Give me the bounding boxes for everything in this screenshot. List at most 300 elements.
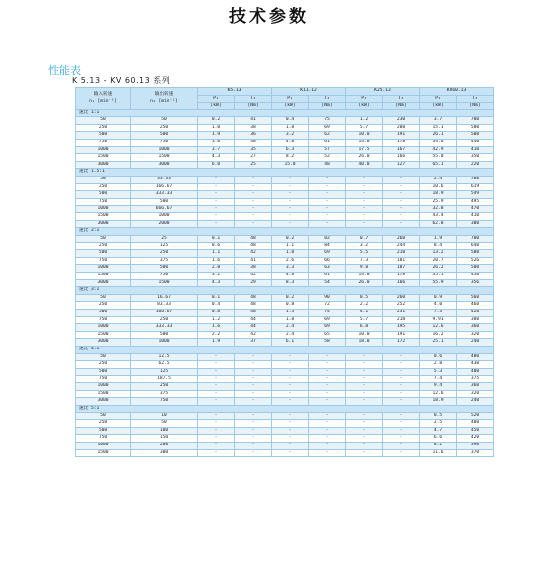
table-cell: 4.7 xyxy=(420,427,457,434)
table-cell: 5.7 xyxy=(346,124,383,131)
table-cell: - xyxy=(346,220,383,227)
table-cell: 6.1 xyxy=(272,339,309,346)
table-cell: 420 xyxy=(457,435,494,442)
table-cell: - xyxy=(383,353,420,360)
table-cell: 3.2 xyxy=(346,243,383,250)
table-cell: 48 xyxy=(235,309,272,316)
table-cell: - xyxy=(272,220,309,227)
torque-unit: [Nm] xyxy=(383,103,420,110)
table-cell: 500 xyxy=(131,265,198,272)
table-cell: 1.6 xyxy=(198,257,235,264)
table-cell: 42 xyxy=(235,250,272,257)
table-cell: 230 xyxy=(383,117,420,124)
table-cell: 3000 xyxy=(76,161,131,168)
page-title: 技术参数 xyxy=(229,7,309,27)
table-cell: 700 xyxy=(457,176,494,183)
table-row xyxy=(76,213,494,220)
table-cell: 2.2 xyxy=(198,331,235,338)
table-row xyxy=(76,398,494,405)
table-cell: 0.5 xyxy=(420,413,457,420)
table-cell: 1000 xyxy=(76,265,131,272)
table-cell: 61 xyxy=(309,272,346,279)
table-cell: - xyxy=(309,413,346,420)
table-cell: 150 xyxy=(131,435,198,442)
table-cell: 8.4 xyxy=(420,243,457,250)
table-cell: - xyxy=(383,383,420,390)
table-cell: 26.2 xyxy=(420,265,457,272)
power-header: P₁ xyxy=(346,96,383,103)
table-cell: 380 xyxy=(457,316,494,323)
table-cell: 3.2 xyxy=(198,272,235,279)
torque-unit: [Nm] xyxy=(457,103,494,110)
table-row xyxy=(76,309,494,316)
table-cell: 5.5 xyxy=(346,250,383,257)
power-unit: [kW] xyxy=(272,103,309,110)
table-cell: 440 xyxy=(457,139,494,146)
table-cell: - xyxy=(346,176,383,183)
table-cell: 320 xyxy=(457,331,494,338)
table-cell: 7.3 xyxy=(420,309,457,316)
table-cell: - xyxy=(383,213,420,220)
table-cell: 3.3 xyxy=(272,265,309,272)
table-cell: 44 xyxy=(235,324,272,331)
table-cell: - xyxy=(309,420,346,427)
table-cell: 48 xyxy=(235,235,272,242)
table-cell: - xyxy=(198,435,235,442)
table-cell: 1500 xyxy=(76,331,131,338)
ratio-label: 速比 3:1 xyxy=(76,287,494,294)
table-row xyxy=(76,161,494,168)
table-cell: - xyxy=(198,206,235,213)
table-cell: 2.6 xyxy=(272,257,309,264)
table-cell: 166 xyxy=(383,154,420,161)
table-cell: 52 xyxy=(309,154,346,161)
table-row xyxy=(76,265,494,272)
table-cell: 400 xyxy=(457,368,494,375)
table-cell: 356 xyxy=(457,279,494,286)
table-cell: - xyxy=(272,413,309,420)
table-cell: 2.4 xyxy=(420,176,457,183)
table-cell: 260 xyxy=(383,294,420,301)
torque-header: T₂ xyxy=(235,96,272,103)
ratio-row xyxy=(76,228,494,235)
table-cell: 1000 xyxy=(76,324,131,331)
table-cell: 500 xyxy=(131,331,198,338)
table-cell: 34.6 xyxy=(420,139,457,146)
table-cell: 1000 xyxy=(76,383,131,390)
table-cell: 1.1 xyxy=(198,250,235,257)
table-cell: 350 xyxy=(457,154,494,161)
table-cell: - xyxy=(309,390,346,397)
table-cell: 48 xyxy=(235,302,272,309)
table-cell: 62.5 xyxy=(131,361,198,368)
table-cell: 178 xyxy=(383,139,420,146)
table-cell: 37 xyxy=(235,339,272,346)
table-cell: 333.33 xyxy=(131,324,198,331)
table-cell: 1500 xyxy=(131,154,198,161)
torque-unit: [Nm] xyxy=(235,103,272,110)
table-cell: - xyxy=(309,449,346,456)
power-unit: [kW] xyxy=(420,103,457,110)
table-cell: 252 xyxy=(383,302,420,309)
table-cell: 166.67 xyxy=(131,183,198,190)
table-cell: - xyxy=(235,435,272,442)
table-row xyxy=(76,420,494,427)
table-cell: 0.2 xyxy=(272,294,309,301)
table-cell: 500 xyxy=(131,198,198,205)
table-cell: - xyxy=(235,183,272,190)
table-cell: 370 xyxy=(457,449,494,456)
table-cell: - xyxy=(383,390,420,397)
table-cell: 50 xyxy=(76,294,131,301)
table-cell: - xyxy=(309,213,346,220)
table-cell: 12.6 xyxy=(420,390,457,397)
table-row xyxy=(76,235,494,242)
table-cell: 83.33 xyxy=(131,302,198,309)
table-cell: 250 xyxy=(131,250,198,257)
table-cell: 250 xyxy=(76,420,131,427)
table-cell: 580 xyxy=(457,124,494,131)
table-cell: 43.4 xyxy=(420,213,457,220)
ratio-label: 速比 4:1 xyxy=(76,346,494,353)
table-cell: - xyxy=(309,220,346,227)
table-cell: 549 xyxy=(457,191,494,198)
table-cell: - xyxy=(272,198,309,205)
table-cell: - xyxy=(346,435,383,442)
table-cell: 61 xyxy=(309,139,346,146)
table-cell: - xyxy=(383,442,420,449)
table-cell: 16.2 xyxy=(420,331,457,338)
table-cell: 50 xyxy=(131,117,198,124)
table-row xyxy=(76,176,494,183)
table-cell: 375 xyxy=(131,390,198,397)
input-speed-header xyxy=(76,88,131,110)
table-cell: 84 xyxy=(309,243,346,250)
table-cell: 3000 xyxy=(131,161,198,168)
table-cell: 750 xyxy=(131,398,198,405)
table-cell: - xyxy=(383,368,420,375)
table-cell: 470 xyxy=(457,206,494,213)
table-cell: - xyxy=(309,198,346,205)
table-cell: 500 xyxy=(76,368,131,375)
table-cell: - xyxy=(346,361,383,368)
table-cell: 12.5 xyxy=(131,353,198,360)
table-cell: - xyxy=(272,191,309,198)
table-cell: 244 xyxy=(383,243,420,250)
table-cell: 500 xyxy=(76,132,131,139)
table-cell: 420 xyxy=(457,309,494,316)
table-cell: 7.4 xyxy=(420,376,457,383)
table-cell: 36 xyxy=(235,132,272,139)
table-cell: 14.0 xyxy=(346,139,383,146)
table-row xyxy=(76,279,494,286)
table-cell: 2.0 xyxy=(198,265,235,272)
table-cell: 125 xyxy=(131,368,198,375)
table-cell: - xyxy=(235,420,272,427)
table-cell: 4.0 xyxy=(420,302,457,309)
table-row xyxy=(76,449,494,456)
table-cell: 50 xyxy=(76,117,131,124)
table-cell: - xyxy=(198,361,235,368)
table-cell: 27 xyxy=(235,154,272,161)
table-cell: 410 xyxy=(457,213,494,220)
table-cell: 62 xyxy=(309,132,346,139)
power-header: P₁ xyxy=(198,96,235,103)
table-cell: - xyxy=(235,361,272,368)
table-cell: 1.9 xyxy=(420,235,457,242)
table-cell: - xyxy=(383,176,420,183)
table-row xyxy=(76,243,494,250)
table-cell: 25.1 xyxy=(420,339,457,346)
table-cell: 208 xyxy=(383,124,420,131)
table-cell: 2.8 xyxy=(420,361,457,368)
output-speed-unit: n₂ [min⁻¹] xyxy=(150,98,178,104)
table-cell: - xyxy=(346,191,383,198)
table-cell: - xyxy=(272,353,309,360)
table-row xyxy=(76,427,494,434)
table-cell: 1000 xyxy=(131,339,198,346)
model-header: KV60.13 xyxy=(420,88,494,96)
table-cell: 700 xyxy=(457,117,494,124)
table-row xyxy=(76,442,494,449)
table-cell: 1500 xyxy=(76,272,131,279)
table-row xyxy=(76,257,494,264)
table-cell: 750 xyxy=(76,139,131,146)
table-cell: - xyxy=(346,353,383,360)
table-cell: - xyxy=(272,390,309,397)
ratio-row xyxy=(76,346,494,353)
table-cell: 195 xyxy=(383,324,420,331)
table-cell: - xyxy=(346,398,383,405)
table-cell: 9.8 xyxy=(346,265,383,272)
table-cell: - xyxy=(346,427,383,434)
table-cell: 127 xyxy=(383,161,420,168)
table-cell: 231 xyxy=(383,309,420,316)
table-cell: 0.6 xyxy=(198,243,235,250)
table-cell: 167 xyxy=(383,146,420,153)
table-row xyxy=(76,124,494,131)
table-cell: 218 xyxy=(383,316,420,323)
table-cell: 300 xyxy=(131,449,198,456)
table-cell: 25 xyxy=(131,235,198,242)
table-cell: - xyxy=(309,353,346,360)
table-cell: - xyxy=(309,183,346,190)
table-cell: 50 xyxy=(76,413,131,420)
power-header: P₁ xyxy=(272,96,309,103)
table-cell: 619 xyxy=(457,183,494,190)
table-cell: 500 xyxy=(76,309,131,316)
table-body xyxy=(76,110,494,457)
table-cell: 250 xyxy=(76,124,131,131)
table-cell: 0.4 xyxy=(198,302,235,309)
table-cell: - xyxy=(235,176,272,183)
table-cell: 178 xyxy=(383,272,420,279)
table-cell: 18.0 xyxy=(346,339,383,346)
table-cell: 1500 xyxy=(76,390,131,397)
table-cell: - xyxy=(235,376,272,383)
table-cell: - xyxy=(272,176,309,183)
table-cell: 526 xyxy=(457,257,494,264)
power-unit: [kW] xyxy=(198,103,235,110)
table-cell: 750 xyxy=(76,316,131,323)
table-cell: 62.8 xyxy=(420,220,457,227)
table-row xyxy=(76,132,494,139)
table-cell: 44 xyxy=(235,316,272,323)
table-header xyxy=(76,88,494,110)
table-cell: - xyxy=(272,368,309,375)
table-row xyxy=(76,146,494,153)
table-cell: - xyxy=(235,442,272,449)
table-cell: 0.8 xyxy=(272,302,309,309)
table-row xyxy=(76,383,494,390)
torque-unit: [Nm] xyxy=(309,103,346,110)
table-cell: 26.1 xyxy=(420,132,457,139)
table-cell: 0.4 xyxy=(272,117,309,124)
table-cell: - xyxy=(235,383,272,390)
table-cell: 69 xyxy=(309,250,346,257)
table-cell: 2.4 xyxy=(272,331,309,338)
table-cell: 1.8 xyxy=(272,124,309,131)
table-cell: - xyxy=(235,427,272,434)
table-cell: 360 xyxy=(457,324,494,331)
table-cell: - xyxy=(235,449,272,456)
table-cell: - xyxy=(235,220,272,227)
table-cell: - xyxy=(198,449,235,456)
table-cell: 90 xyxy=(309,294,346,301)
table-cell: 750 xyxy=(76,376,131,383)
table-row xyxy=(76,435,494,442)
table-cell: 0.9 xyxy=(420,294,457,301)
table-cell: - xyxy=(272,449,309,456)
table-cell: 500 xyxy=(457,132,494,139)
table-cell: 191 xyxy=(383,331,420,338)
table-cell: - xyxy=(198,183,235,190)
table-cell: 3.2 xyxy=(272,132,309,139)
table-cell: 500 xyxy=(131,132,198,139)
table-row xyxy=(76,117,494,124)
table-cell: - xyxy=(198,427,235,434)
table-cell: 1000 xyxy=(76,206,131,213)
table-cell: 1.8 xyxy=(272,316,309,323)
table-cell: 0.6 xyxy=(420,353,457,360)
table-cell: 38 xyxy=(235,139,272,146)
table-cell: 50 xyxy=(131,420,198,427)
table-cell: - xyxy=(235,413,272,420)
output-speed-label: 输出转速 xyxy=(154,91,174,97)
table-cell: - xyxy=(198,176,235,183)
power-unit: [kW] xyxy=(346,103,383,110)
torque-header: T₂ xyxy=(383,96,420,103)
table-cell: 500 xyxy=(457,250,494,257)
table-cell: 65.1 xyxy=(420,161,457,168)
table-cell: 250 xyxy=(76,243,131,250)
table-cell: 375 xyxy=(457,376,494,383)
table-cell: 750 xyxy=(76,198,131,205)
table-cell: 10.6 xyxy=(420,183,457,190)
table-cell: - xyxy=(346,390,383,397)
table-cell: 35 xyxy=(235,146,272,153)
table-cell: - xyxy=(235,213,272,220)
table-cell: - xyxy=(309,361,346,368)
table-cell: 1000 xyxy=(76,442,131,449)
table-cell: 15.0 xyxy=(272,161,309,168)
table-cell: - xyxy=(198,442,235,449)
table-cell: 1.9 xyxy=(198,132,235,139)
table-cell: 3000 xyxy=(76,220,131,227)
table-cell: 480 xyxy=(457,420,494,427)
series-subtitle: K 5.13 - KV 60.13 系列 xyxy=(72,76,171,85)
table-cell: - xyxy=(198,398,235,405)
table-cell: 42 xyxy=(235,331,272,338)
table-cell: 10.0 xyxy=(346,132,383,139)
table-cell: 560 xyxy=(457,294,494,301)
table-cell: 500 xyxy=(76,250,131,257)
table-row xyxy=(76,198,494,205)
table-cell: 58 xyxy=(309,339,346,346)
table-cell: 15.1 xyxy=(420,124,457,131)
section-title: 性能表 xyxy=(48,64,81,77)
table-cell: 29 xyxy=(235,279,272,286)
table-cell: 25 xyxy=(235,161,272,168)
table-cell: 0.1 xyxy=(198,294,235,301)
table-cell: 10 xyxy=(131,413,198,420)
table-cell: 50 xyxy=(76,176,131,183)
table-cell: 666.67 xyxy=(131,206,198,213)
table-cell: 390 xyxy=(457,442,494,449)
table-cell: 8.2 xyxy=(272,154,309,161)
table-cell: 65 xyxy=(309,331,346,338)
table-cell: 191 xyxy=(383,132,420,139)
table-cell: 2.4 xyxy=(272,324,309,331)
table-row xyxy=(76,361,494,368)
table-cell: 50 xyxy=(76,235,131,242)
table-cell: 74 xyxy=(309,309,346,316)
table-cell: - xyxy=(309,206,346,213)
table-row xyxy=(76,331,494,338)
table-cell: 375 xyxy=(131,257,198,264)
table-cell: 500 xyxy=(76,427,131,434)
table-cell: 1500 xyxy=(76,449,131,456)
power-header: P₁ xyxy=(420,96,457,103)
table-cell: 6.0 xyxy=(198,161,235,168)
table-cell: 1.0 xyxy=(198,124,235,131)
table-cell: 240 xyxy=(457,398,494,405)
table-cell: - xyxy=(383,220,420,227)
table-cell: 250 xyxy=(131,383,198,390)
table-cell: 42.9 xyxy=(420,146,457,153)
table-cell: - xyxy=(383,191,420,198)
table-cell: - xyxy=(272,442,309,449)
table-row xyxy=(76,339,494,346)
table-cell: 38 xyxy=(235,124,272,131)
table-cell: 0.2 xyxy=(198,117,235,124)
table-cell: 3000 xyxy=(76,339,131,346)
table-row xyxy=(76,353,494,360)
table-cell: 3.7 xyxy=(420,117,457,124)
table-cell: 9.91 xyxy=(420,316,457,323)
table-cell: - xyxy=(346,449,383,456)
table-cell: - xyxy=(309,383,346,390)
table-cell: 1000 xyxy=(131,146,198,153)
table-cell: 8.2 xyxy=(420,442,457,449)
table-cell: 181 xyxy=(383,257,420,264)
table-row xyxy=(76,368,494,375)
table-cell: 0.2 xyxy=(272,235,309,242)
table-cell: - xyxy=(383,206,420,213)
table-cell: 410 xyxy=(457,146,494,153)
table-cell: - xyxy=(309,398,346,405)
table-cell: 4.3 xyxy=(198,154,235,161)
